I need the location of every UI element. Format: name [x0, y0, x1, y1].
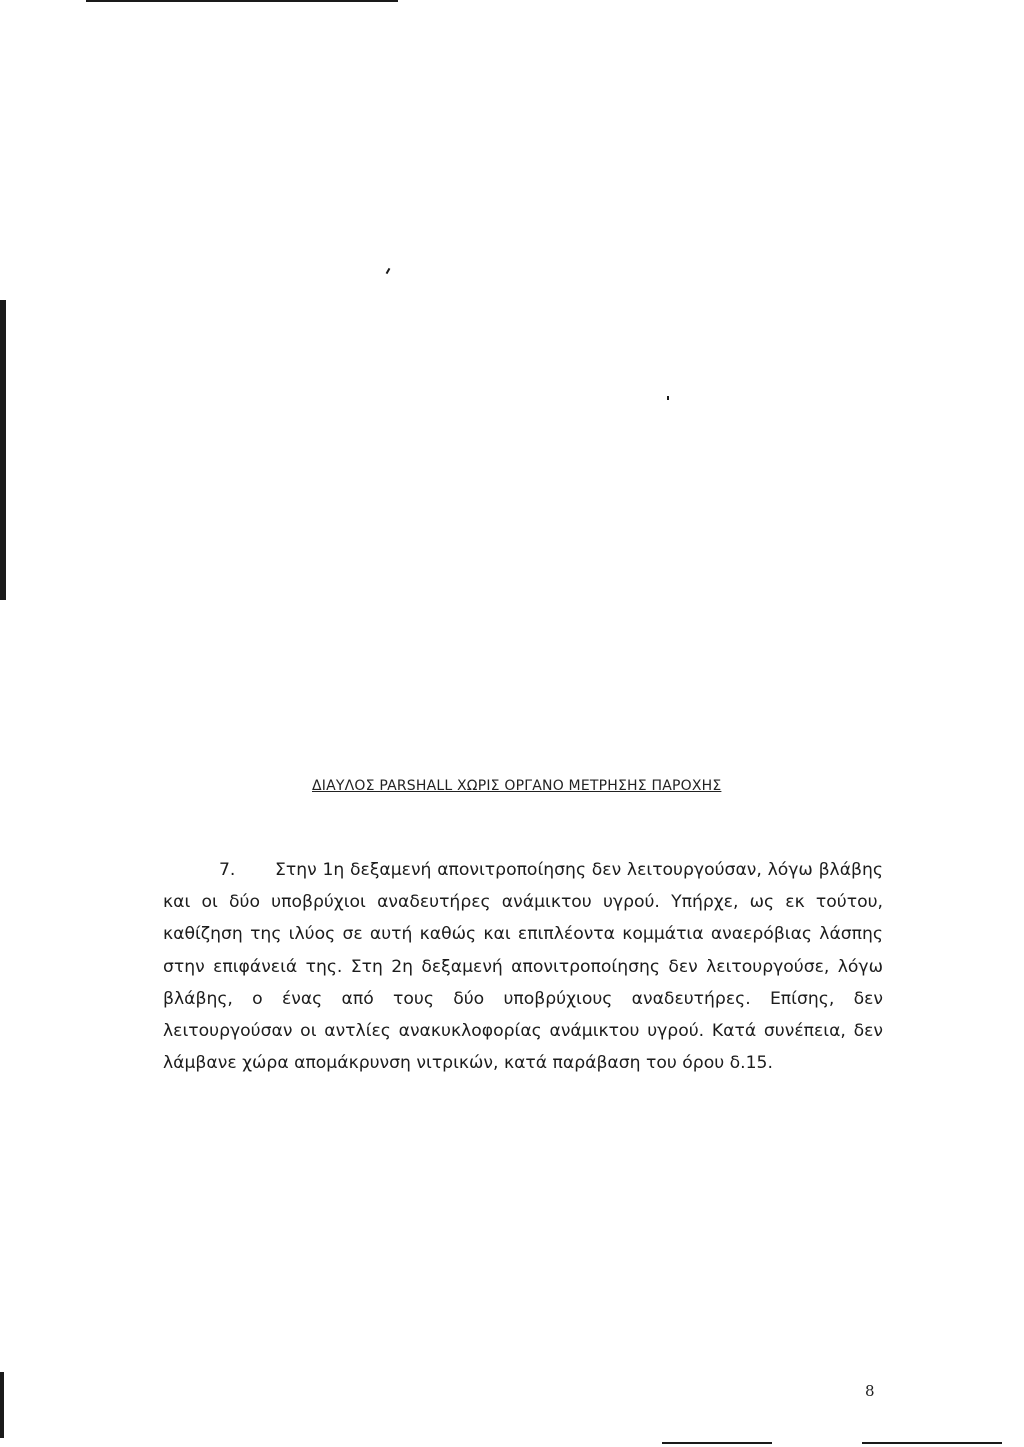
paragraph-text: Στην 1η δεξαμενή απονιτροποίησης δεν λειτουργούσαν, λόγω βλάβης και οι δύο υποβρύχιοι αναδευτήρες ανάμικτου υγρού. Υπήρχε, ως εκ τούτου, καθίζηση της ιλύος σε αυτή καθώς και επιπλέοντα κομμάτια αναερόβιας λάσπης στην επιφάνειά της. Στη 2η δεξαμενή απονιτροποίησης δεν λειτουργούσε, λόγω βλάβης, ο ένας από τους δύο υποβρύχιους αναδευτήρες. Επίσης, δεν λειτουργούσαν οι αντλίες ανακυκλοφορίας ανάμικτου υγρού. Κατά συνέπεια, δεν λάμβανε χώρα απομάκρυνση νιτρικών, κατά παράβαση του όρου δ.15.	[163, 860, 883, 1074]
scan-speck	[386, 268, 391, 274]
photo-caption: ΔΙΑΥΛΟΣ PARSHALL ΧΩΡΙΣ ΟΡΓΑΝΟ ΜΕΤΡΗΣΗΣ ΠΑΡΟΧΗΣ	[312, 778, 722, 794]
scan-speck	[667, 396, 669, 400]
page-number: 8	[865, 1382, 875, 1400]
paragraph-number: 7.	[219, 860, 236, 880]
scan-left-edge-mark	[0, 300, 6, 600]
scan-bottom-line	[862, 1442, 1002, 1444]
numbered-paragraph	[163, 854, 883, 1079]
scan-top-rule	[86, 0, 398, 2]
scan-left-edge-mark-lower	[0, 1372, 4, 1438]
scan-bottom-line	[662, 1442, 772, 1444]
